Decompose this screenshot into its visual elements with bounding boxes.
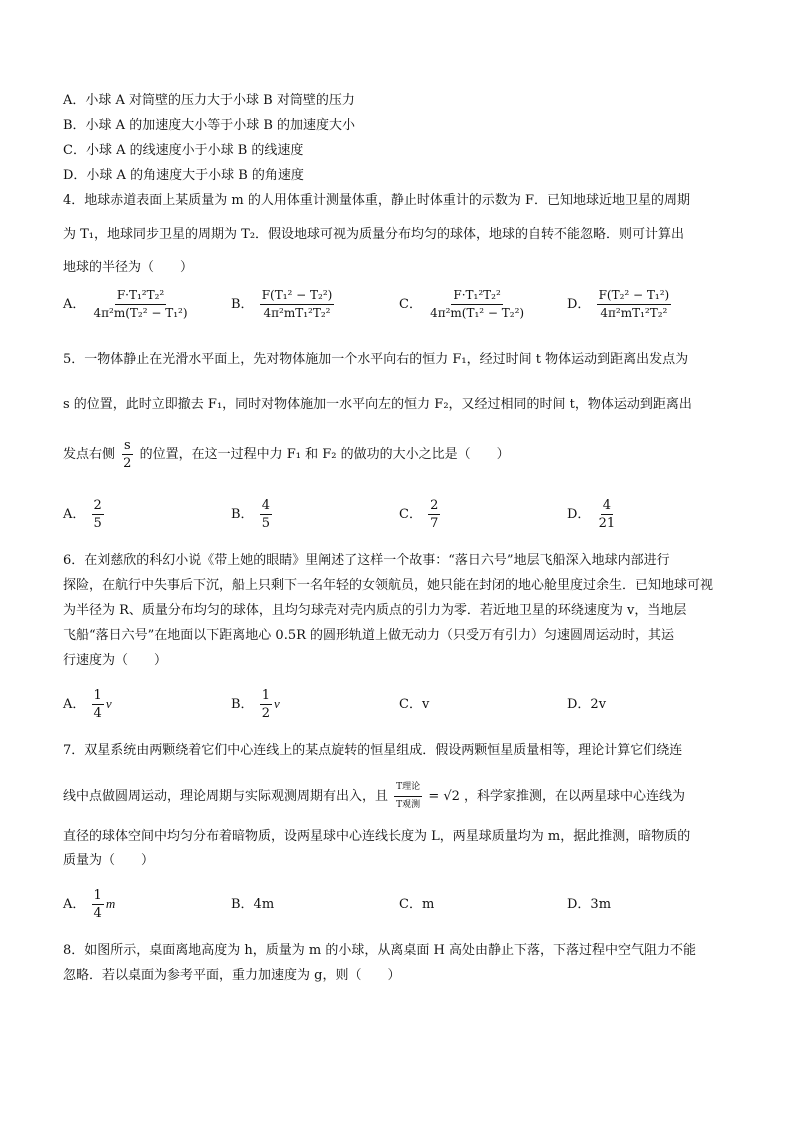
numerator: F(T₂² − T₁²) xyxy=(597,288,672,305)
numerator: s xyxy=(123,438,131,453)
denominator: 2 xyxy=(261,706,270,721)
q5-stem-line3 xyxy=(63,438,510,471)
numerator: F·T₁²T₂² xyxy=(115,288,166,305)
q7-option-c: C．m xyxy=(399,897,435,912)
q3-option-d: D．小球 A 的角速度大于小球 B 的角速度 xyxy=(63,168,304,183)
denominator: 5 xyxy=(93,516,102,531)
q6-stem-line5: 行速度为（ ） xyxy=(63,653,168,668)
option-label: A． xyxy=(63,697,86,712)
q4-option-b xyxy=(231,288,336,321)
q6-stem-line3: 为半径为 R、质量分布均匀的球体，且均匀球壳对壳内质点的引力为零．若近地卫星的环绕速度为 v，当地层 xyxy=(63,603,687,618)
q6-option-c: C．v xyxy=(399,697,430,712)
q7-stem-line3: 直径的球体空间中均匀分布着暗物质，设两星球中心连线长度为 L，两星球质量均为 m，据此推测，暗物质的 xyxy=(63,829,691,844)
q5-line3-prefix: 发点右侧 xyxy=(63,447,116,462)
q7-ratio-value: = √2 xyxy=(428,789,460,804)
q6-option-b-variable: v xyxy=(273,696,280,711)
q5-option-d xyxy=(567,498,619,531)
q5-option-a-fraction xyxy=(92,498,104,531)
numerator: 2 xyxy=(430,498,439,513)
numerator: T理论 xyxy=(394,780,422,797)
option-label: D． xyxy=(567,507,591,522)
q5-option-b-fraction xyxy=(260,498,272,531)
numerator: F(T₁² − T₂²) xyxy=(260,288,335,305)
q4-stem-line3: 地球的半径为（ ） xyxy=(63,260,194,275)
q5-line3-suffix: 的位置，在这一过程中力 F₁ 和 F₂ 的做功的大小之比是（ ） xyxy=(139,447,510,462)
q3-option-c: C．小球 A 的线速度小于小球 B 的线速度 xyxy=(63,143,304,158)
q6-stem-line4: 飞船“落日六号”在地面以下距离地心 0.5R 的圆形轨道上做无动力（只受万有引力）匀速圆周运动时，其运 xyxy=(63,628,675,643)
q7-line2-suffix: ，科学家推测，在以两星球中心连线为 xyxy=(464,789,686,804)
denominator: 7 xyxy=(430,516,439,531)
q7-option-a xyxy=(63,888,115,921)
q4-option-a xyxy=(63,288,192,321)
q4-stem-line1: 4．地球赤道表面上某质量为 m 的人用体重计测量体重，静止时体重计的示数为 F．已知地球近地卫星的周期 xyxy=(63,193,691,208)
q6-stem-line2: 探险，在航行中失事后下沉，船上只剩下一名年轻的女领航员，她只能在封闭的地心舱里度过余生．已知地球可视 xyxy=(63,578,714,593)
q5-s-over-2-fraction xyxy=(121,438,133,471)
denominator: 4 xyxy=(93,706,102,721)
q4-option-a-fraction xyxy=(92,288,190,321)
q4-option-d-fraction xyxy=(597,288,672,321)
denominator: 5 xyxy=(261,516,270,531)
q4-stem-line2: 为 T₁，地球同步卫星的周期为 T₂．假设地球可视为质量分布均匀的球体，地球的自转不能忽略．则可计算出 xyxy=(63,227,685,242)
q4-option-b-fraction xyxy=(260,288,335,321)
option-label: C． xyxy=(399,507,422,522)
q7-option-d: D．3m xyxy=(567,897,612,912)
q6-option-a-fraction xyxy=(92,688,104,721)
q7-stem-line1: 7．双星系统由两颗绕着它们中心连线上的某点旋转的恒星组成．假设两颗恒星质量相等，理论计算它们绕连 xyxy=(63,743,683,758)
numerator: 4 xyxy=(602,498,611,513)
q6-stem-line1: 6．在刘慈欣的科幻小说《带上她的眼睛》里阐述了这样一个故事：“落日六号”地层飞船深入地球内部进行 xyxy=(63,553,670,568)
q8-stem-line1: 8．如图所示，桌面离地高度为 h，质量为 m 的小球，从离桌面 H 高处由静止下落，下落过程中空气阻力不能 xyxy=(63,943,696,958)
numerator: 1 xyxy=(93,888,102,903)
q8-stem-line2: 忽略．若以桌面为参考平面，重力加速度为 g，则（ ） xyxy=(63,968,401,983)
q6-option-a-variable: v xyxy=(105,696,112,711)
q3-option-b: B．小球 A 的加速度大小等于小球 B 的加速度大小 xyxy=(63,118,356,133)
option-label: B． xyxy=(231,697,254,712)
q5-stem-line2: s 的位置，此时立即撤去 F₁，同时对物体施加一水平向左的恒力 F₂，又经过相同的时间 t，物体运动到距离出 xyxy=(63,397,692,412)
q4-option-c-fraction xyxy=(428,288,526,321)
option-label: A． xyxy=(63,507,86,522)
q7-line2-prefix: 线中点做圆周运动，理论周期与实际观测周期有出入，且 xyxy=(63,789,389,804)
q7-period-ratio-fraction xyxy=(394,780,422,813)
q6-option-d: D．2v xyxy=(567,697,607,712)
q3-option-a: A．小球 A 对筒壁的压力大于小球 B 对筒壁的压力 xyxy=(63,93,355,108)
q4-option-c xyxy=(399,288,528,321)
q5-option-c xyxy=(399,498,442,531)
q5-option-a xyxy=(63,498,106,531)
option-label: A． xyxy=(63,297,86,312)
q6-option-a xyxy=(63,688,112,721)
q7-stem-line2 xyxy=(63,780,685,813)
option-label: D． xyxy=(567,297,591,312)
q7-option-b: B．4m xyxy=(231,897,275,912)
denominator: 2 xyxy=(123,456,132,471)
denominator: T观测 xyxy=(396,800,421,810)
numerator: 2 xyxy=(93,498,102,513)
q5-option-d-fraction xyxy=(597,498,618,531)
q6-option-b xyxy=(231,688,280,721)
q5-option-c-fraction xyxy=(428,498,440,531)
numerator: 1 xyxy=(261,688,270,703)
q6-option-b-fraction xyxy=(260,688,272,721)
denominator: 21 xyxy=(598,516,616,531)
numerator: 4 xyxy=(261,498,270,513)
option-label: B． xyxy=(231,507,254,522)
q7-option-a-fraction xyxy=(92,888,104,921)
option-label: A． xyxy=(63,897,86,912)
denominator: 4π²m(T₁² − T₂²) xyxy=(430,306,525,320)
q5-option-b xyxy=(231,498,274,531)
denominator: 4π²mT₁²T₂² xyxy=(600,306,668,320)
q4-option-d xyxy=(567,288,673,321)
denominator: 4π²m(T₂² − T₁²) xyxy=(93,306,188,320)
numerator: 1 xyxy=(93,688,102,703)
q7-option-a-variable: m xyxy=(105,896,116,911)
option-label: C． xyxy=(399,297,422,312)
option-label: B． xyxy=(231,297,254,312)
q5-stem-line1: 5．一物体静止在光滑水平面上，先对物体施加一个水平向右的恒力 F₁，经过时间 t 物体运动到距离出发点为 xyxy=(63,352,689,367)
denominator: 4 xyxy=(93,906,102,921)
denominator: 4π²mT₁²T₂² xyxy=(263,306,331,320)
q7-stem-line4: 质量为（ ） xyxy=(63,853,155,868)
numerator: F·T₁²T₂² xyxy=(451,288,502,305)
